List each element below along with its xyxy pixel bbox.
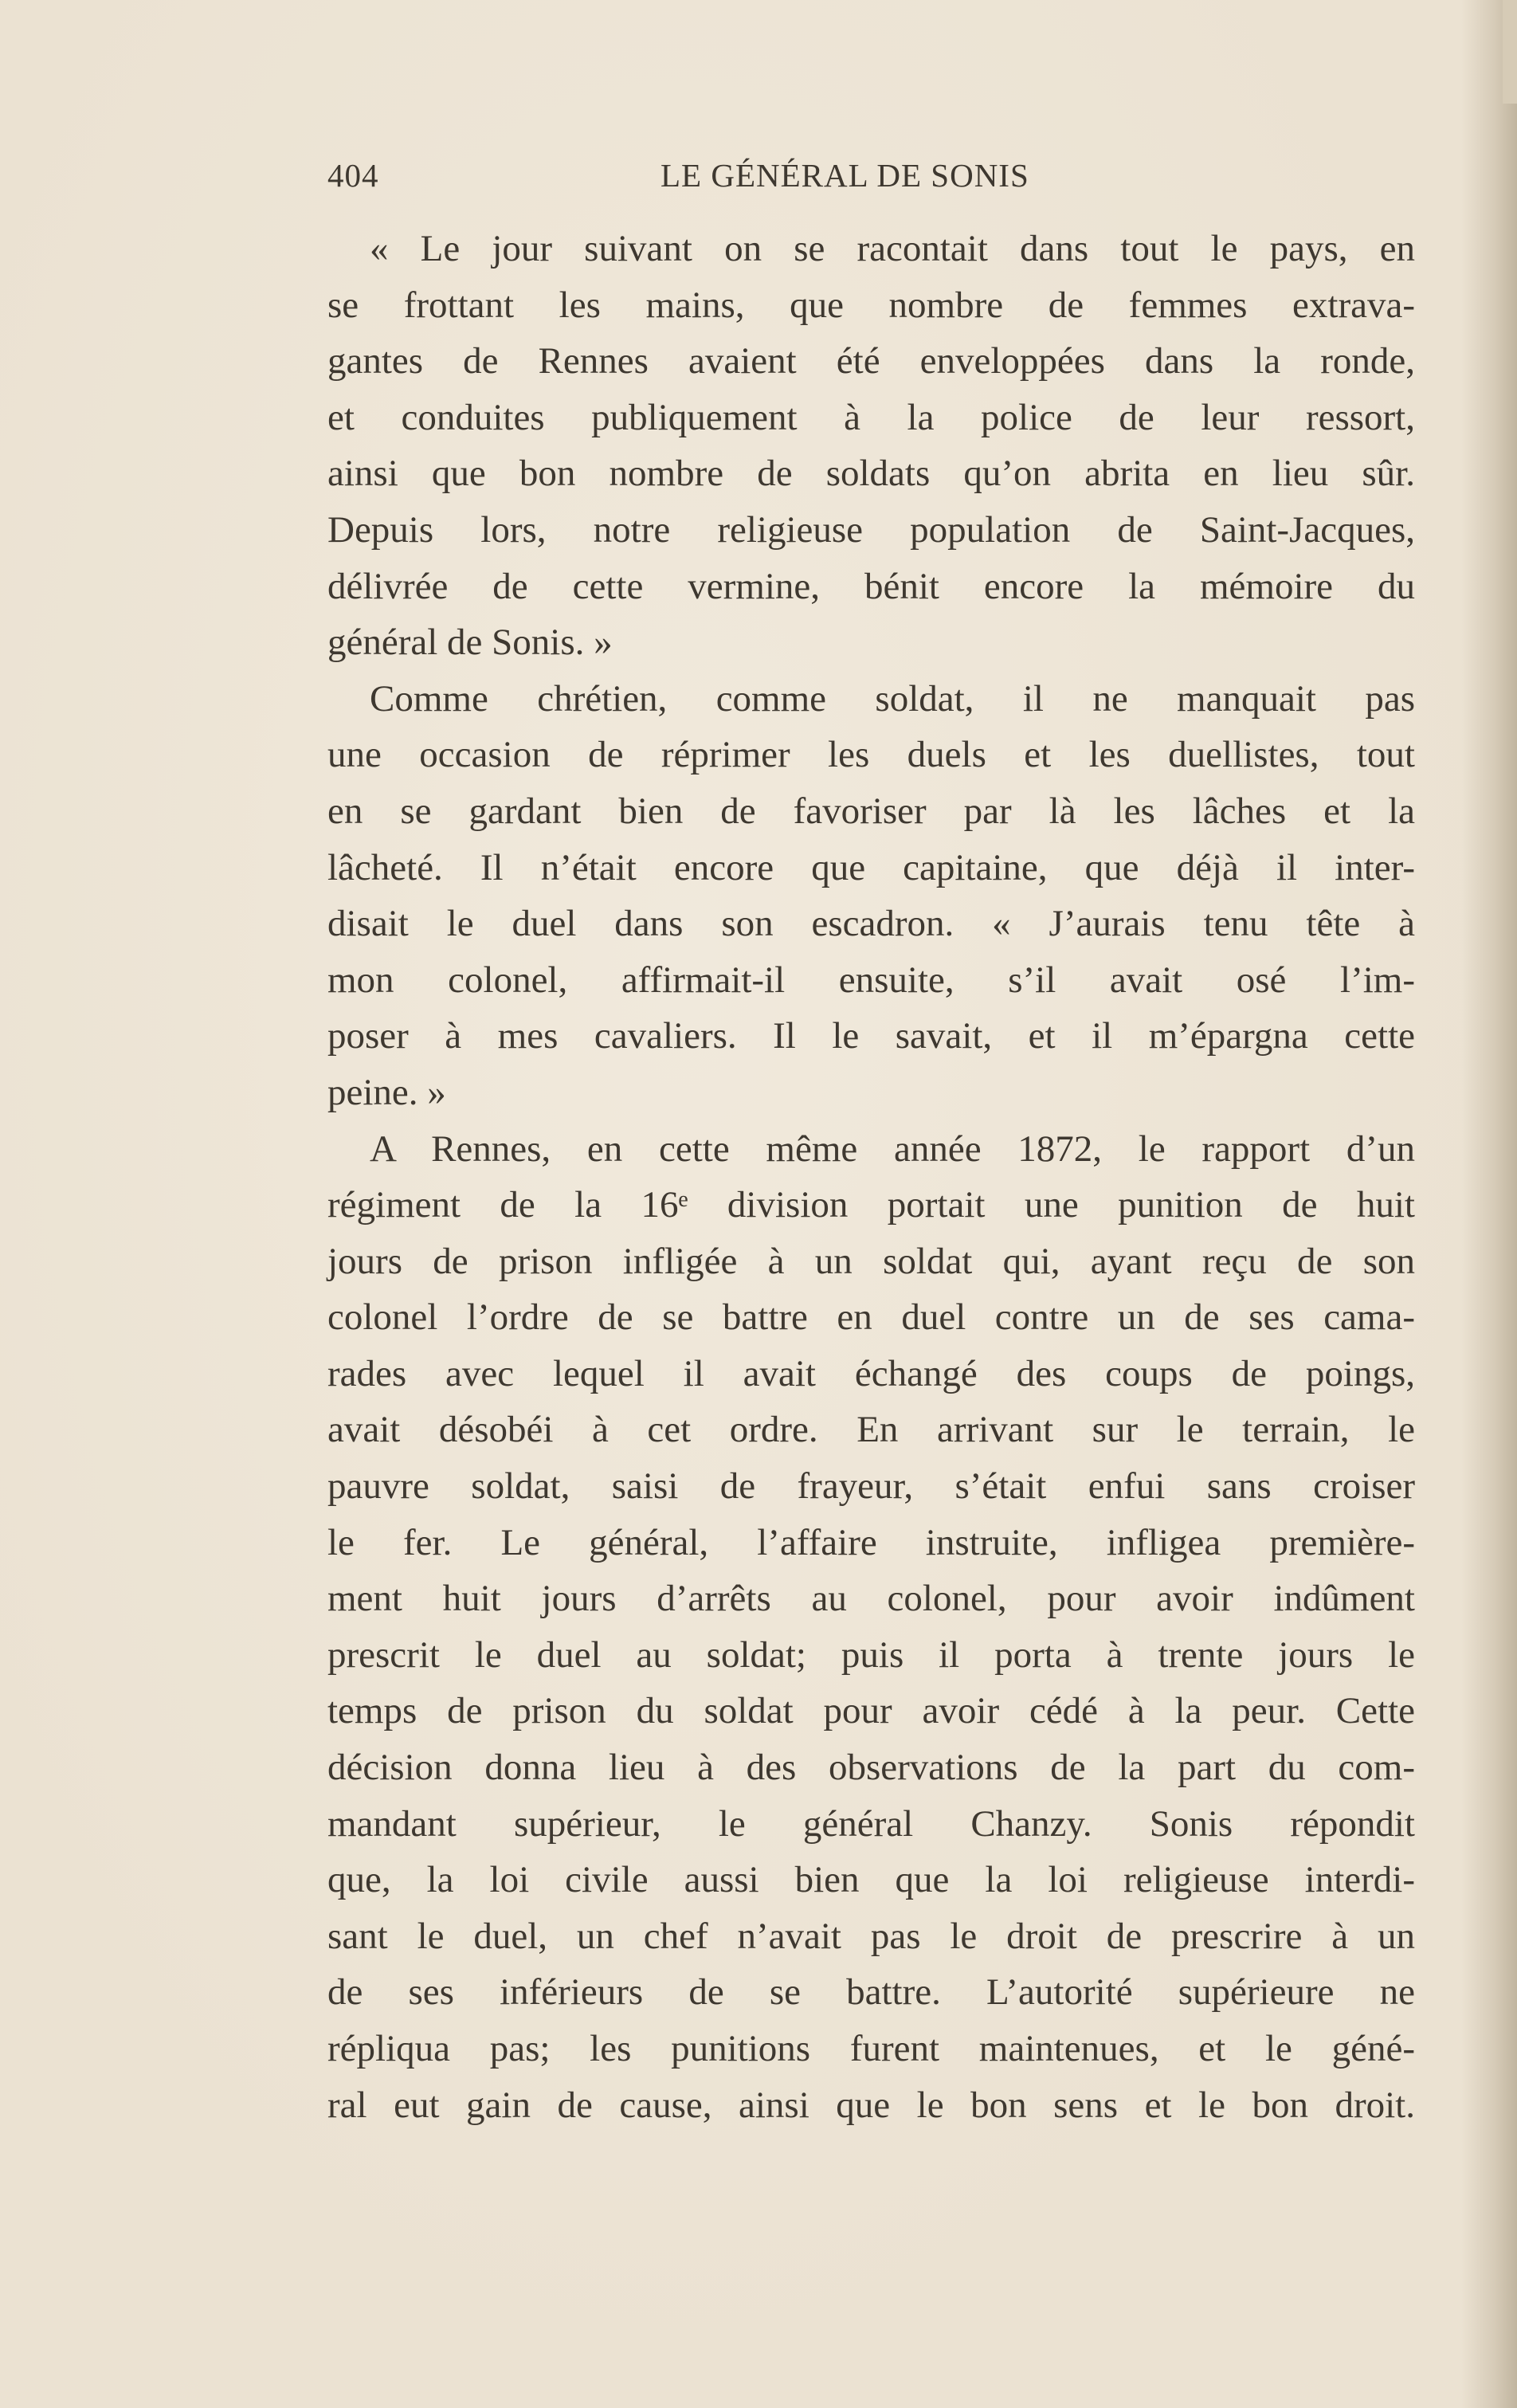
text-line: poser à mes cavaliers. Il le savait, et il m’épargna cette: [327, 1015, 1415, 1057]
text-line: A Rennes, en cette même année 1872, le rapport d’un: [370, 1128, 1415, 1170]
text-line: prescrit le duel au soldat; puis il porta à trente jours le: [327, 1633, 1415, 1676]
text-line: mandant supérieur, le général Chanzy. Sonis répondit: [327, 1802, 1415, 1845]
page-edge-strip: [1503, 0, 1517, 104]
text-line: une occasion de réprimer les duels et les duellistes, tout: [327, 734, 1415, 776]
text-line: et conduites publiquement à la police de leur ressort,: [327, 396, 1415, 438]
text-line: gantes de Rennes avaient été enveloppées dans la ronde,: [327, 340, 1415, 382]
text-line: Comme chrétien, comme soldat, il ne manquait pas: [370, 677, 1415, 720]
text-line: colonel l’ordre de se battre en duel contre un de ses cama-: [327, 1296, 1415, 1339]
text-line: sant le duel, un chef n’avait pas le droit de prescrire à un: [327, 1915, 1415, 1957]
text-line: Depuis lors, notre religieuse population de Saint-Jacques,: [327, 508, 1415, 551]
text-line: se frottant les mains, que nombre de femmes extrava-: [327, 284, 1415, 326]
text-line: décision donna lieu à des observations de la part du com-: [327, 1747, 1415, 1789]
text-line: peine. »: [327, 1071, 446, 1113]
text-line: pauvre soldat, saisi de frayeur, s’était enfui sans croiser: [327, 1465, 1415, 1508]
text-line: ment huit jours d’arrêts au colonel, pour avoir indûment: [327, 1578, 1415, 1620]
text-line: lâcheté. Il n’était encore que capitaine, que déjà il inter-: [327, 846, 1415, 888]
text-line: le fer. Le général, l’affaire instruite, infligea première-: [327, 1521, 1415, 1563]
text-line: « Le jour suivant on se racontait dans tout le pays, en: [370, 228, 1415, 269]
text-line: répliqua pas; les punitions furent maintenues, et le géné-: [327, 2028, 1415, 2069]
text-line: régiment de la 16ᵉ division portait une punition de huit: [327, 1184, 1415, 1226]
text-line: rades avec lequel il avait échangé des coups de poings,: [327, 1352, 1415, 1394]
text-line: de ses inférieurs de se battre. L’autorité supérieure ne: [327, 1971, 1415, 2014]
page-edge-shadow: [1461, 0, 1517, 2408]
text-line: jours de prison infligée à un soldat qui, ayant reçu de son: [327, 1240, 1415, 1282]
page-number: 404: [327, 157, 379, 194]
text-line: délivrée de cette vermine, bénit encore la mémoire du: [327, 565, 1415, 607]
running-title: LE GÉNÉRAL DE SONIS: [661, 157, 1029, 194]
body-text: [327, 221, 1415, 2133]
text-line: ainsi que bon nombre de soldats qu’on abrita en lieu sûr.: [327, 453, 1415, 495]
text-line: mon colonel, affirmait-il ensuite, s’il avait osé l’im-: [327, 959, 1415, 1001]
text-line: général de Sonis. »: [327, 622, 613, 664]
running-head: [327, 156, 1124, 196]
text-line: temps de prison du soldat pour avoir cédé à la peur. Cette: [327, 1690, 1415, 1732]
text-line: que, la loi civile aussi bien que la loi religieuse interdi-: [327, 1859, 1415, 1901]
text-line: avait désobéi à cet ordre. En arrivant sur le terrain, le: [327, 1409, 1415, 1451]
text-line: en se gardant bien de favoriser par là les lâches et la: [327, 790, 1415, 832]
text-line: ral eut gain de cause, ainsi que le bon sens et le bon droit.: [327, 2084, 1415, 2126]
text-line: disait le duel dans son escadron. « J’aurais tenu tête à: [327, 903, 1415, 945]
